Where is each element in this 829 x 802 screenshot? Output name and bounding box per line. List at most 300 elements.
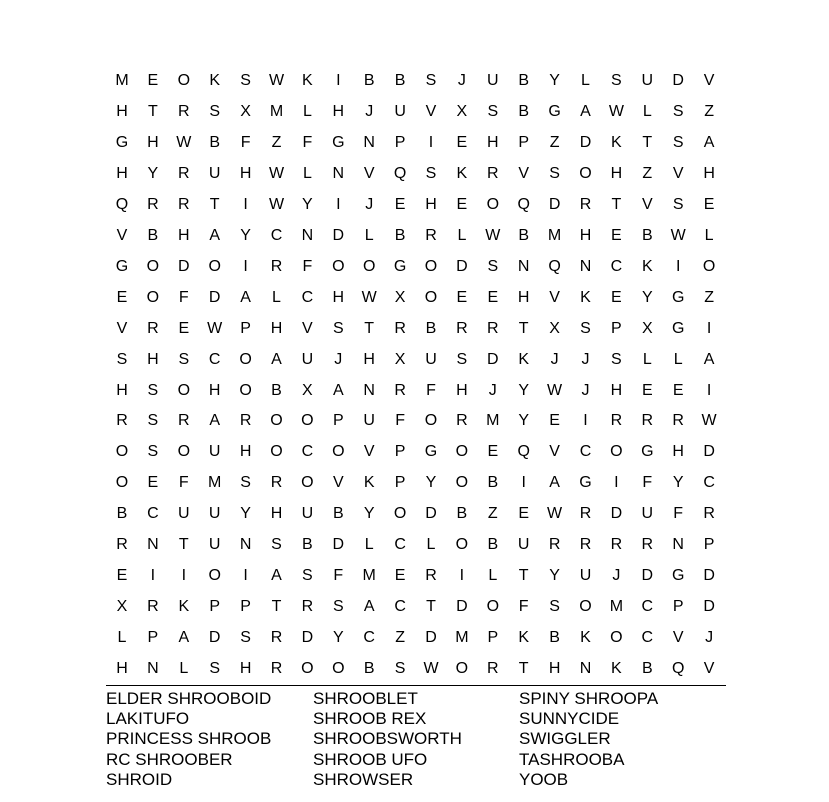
grid-letter: V <box>641 195 653 213</box>
grid-letter: H <box>579 226 592 244</box>
grid-letter: C <box>641 629 654 647</box>
grid-letter: E <box>456 195 468 213</box>
grid-letter: A <box>240 288 251 306</box>
grid-letter: Q <box>393 164 407 182</box>
grid-letter: H <box>548 660 561 678</box>
grid-letter: X <box>240 102 251 120</box>
grid-letter: E <box>549 412 560 430</box>
grid-letter: O <box>115 474 129 492</box>
grid-letter: I <box>706 381 712 399</box>
grid-letter: V <box>672 629 684 647</box>
grid-letter: S <box>271 536 282 554</box>
grid-letter: Z <box>642 164 653 182</box>
grid-letter: K <box>641 257 653 275</box>
grid-letter: P <box>209 598 221 616</box>
grid-letter: J <box>457 72 466 89</box>
grid-letter: J <box>612 567 621 585</box>
grid-letter: R <box>456 412 468 430</box>
grid-letter: X <box>456 102 468 120</box>
grid-letter: L <box>364 536 374 554</box>
grid-letter: O <box>455 443 469 461</box>
grid-letter: S <box>672 133 684 151</box>
grid-letter: R <box>487 164 499 182</box>
grid-letter: R <box>548 536 561 554</box>
grid-letter: D <box>579 133 592 151</box>
grid-letter: V <box>363 164 375 182</box>
grid-letter: C <box>610 257 623 275</box>
grid-letter: E <box>487 288 499 306</box>
grid-letter: T <box>518 660 529 678</box>
grid-letter: B <box>394 72 406 89</box>
grid-letter: O <box>610 629 623 647</box>
grid-letter: R <box>672 412 684 430</box>
grid-letter: J <box>365 102 374 120</box>
grid-letter: F <box>302 257 313 275</box>
grid-letter: K <box>178 598 190 616</box>
grid-letter: H <box>116 102 128 120</box>
grid-letter: V <box>425 102 437 120</box>
grid-letter: B <box>641 660 653 678</box>
grid-letter: R <box>425 226 437 244</box>
grid-letter: E <box>672 381 684 399</box>
grid-letter: I <box>243 257 248 275</box>
grid-letter: L <box>704 226 714 244</box>
grid-letter: O <box>579 598 592 616</box>
grid-letter: H <box>239 660 252 678</box>
grid-letter: O <box>239 350 252 368</box>
grid-letter: D <box>703 443 715 461</box>
grid-letter: O <box>424 412 438 430</box>
grid-letter: J <box>550 350 559 368</box>
grid-letter: U <box>363 412 375 430</box>
grid-letter: H <box>332 102 345 120</box>
grid-letter: S <box>147 381 159 399</box>
grid-letter: H <box>363 350 375 368</box>
grid-letter: K <box>611 133 622 151</box>
grid-letter: R <box>178 102 190 120</box>
grid-letter: R <box>456 319 468 337</box>
grid-letter: R <box>116 536 128 554</box>
grid-letter: H <box>610 164 623 182</box>
grid-letter: S <box>549 598 560 616</box>
grid-letter: H <box>147 133 159 151</box>
grid-letter: A <box>178 629 190 647</box>
grid-letter: C <box>579 443 592 461</box>
grid-letter: R <box>270 629 283 647</box>
grid-letter: S <box>240 72 251 89</box>
grid-letter: U <box>208 505 221 523</box>
grid-letter: N <box>579 257 592 275</box>
word-item: SWIGGLER <box>519 729 611 748</box>
grid-letter: O <box>301 660 314 678</box>
grid-letter: S <box>240 629 251 647</box>
grid-letter: O <box>455 474 469 492</box>
grid-letter: W <box>361 288 377 306</box>
grid-letter: P <box>394 443 406 461</box>
grid-letter: Y <box>240 505 251 523</box>
grid-letter: E <box>518 505 530 523</box>
grid-letter: W <box>547 505 563 523</box>
grid-letter: V <box>672 164 684 182</box>
word-item: PRINCESS SHROOB <box>106 729 272 748</box>
grid-letter: P <box>394 474 406 492</box>
grid-letter: I <box>706 319 712 337</box>
grid-letter: V <box>518 164 530 182</box>
grid-letter: D <box>425 629 437 647</box>
grid-letter: P <box>611 319 622 337</box>
grid-letter: A <box>209 226 221 244</box>
grid-letter: B <box>116 505 128 523</box>
grid-letter: U <box>301 350 314 368</box>
grid-letter: N <box>147 536 159 554</box>
grid-letter: J <box>705 629 714 647</box>
grid-letter: F <box>240 133 251 151</box>
grid-letter: S <box>178 350 190 368</box>
grid-letter: W <box>670 226 686 244</box>
grid-letter: O <box>270 412 283 430</box>
grid-letter: H <box>116 381 128 399</box>
grid-letter: A <box>209 412 221 430</box>
grid-letter: M <box>609 598 624 616</box>
grid-letter: R <box>394 381 406 399</box>
grid-letter: H <box>425 195 437 213</box>
grid-letter: L <box>302 102 312 120</box>
grid-letter: P <box>703 536 715 554</box>
word-item: LAKITUFO <box>106 709 190 728</box>
grid-letter: L <box>117 629 127 647</box>
grid-letter: W <box>268 195 285 213</box>
grid-letter: H <box>270 505 283 523</box>
grid-letter: U <box>208 443 221 461</box>
grid-letter: W <box>547 381 563 399</box>
grid-letter: R <box>610 412 623 430</box>
grid-letter: F <box>673 505 684 523</box>
grid-letter: S <box>209 660 221 678</box>
grid-letter: D <box>487 350 499 368</box>
grid-letter: G <box>579 474 592 492</box>
grid-letter: H <box>116 660 128 678</box>
grid-letter: T <box>611 195 622 213</box>
grid-letter: Y <box>240 226 251 244</box>
grid-letter: L <box>457 226 467 244</box>
grid-letter: H <box>456 381 468 399</box>
grid-letter: Z <box>487 505 498 523</box>
grid-letter: L <box>272 288 281 306</box>
grid-letter: O <box>455 536 469 554</box>
grid-letter: T <box>364 319 375 337</box>
grid-letter: O <box>455 660 469 678</box>
grid-letter: U <box>301 505 314 523</box>
word-item: YOOB <box>519 770 569 789</box>
grid-letter: R <box>487 319 499 337</box>
word-item: SHROOB REX <box>313 709 427 728</box>
grid-letter: G <box>115 133 129 151</box>
grid-letter: B <box>394 226 406 244</box>
word-list <box>106 689 726 799</box>
grid-letter: O <box>146 288 160 306</box>
word-item: SUNNYCIDE <box>519 709 620 728</box>
grid-letter: J <box>365 195 374 213</box>
grid-letter: G <box>671 567 685 585</box>
grid-letter: S <box>487 257 499 275</box>
grid-letter: B <box>549 629 560 647</box>
grid-letter: C <box>301 288 314 306</box>
grid-letter: R <box>270 474 283 492</box>
grid-letter: Y <box>518 412 530 430</box>
grid-letter: B <box>147 226 159 244</box>
grid-letter: V <box>703 660 715 678</box>
grid-letter: R <box>641 412 654 430</box>
grid-letter: F <box>178 288 189 306</box>
grid-letter: B <box>487 536 499 554</box>
grid-letter: L <box>302 164 312 182</box>
grid-letter: A <box>703 350 715 368</box>
grid-letter: T <box>178 536 189 554</box>
grid-letter: P <box>394 133 406 151</box>
grid-letter: X <box>394 288 406 306</box>
word-item: SHROOBSWORTH <box>313 729 462 748</box>
grid-letter: R <box>579 195 592 213</box>
grid-letter: K <box>302 72 313 89</box>
grid-letter: W <box>423 660 439 678</box>
grid-letter: F <box>178 474 189 492</box>
grid-letter: B <box>487 474 499 492</box>
grid-letter: L <box>642 102 652 120</box>
grid-letter: L <box>642 350 652 368</box>
grid-letter: I <box>459 567 465 585</box>
word-item: SHROWSER <box>313 770 414 789</box>
grid-letter: L <box>364 226 374 244</box>
grid-letter: A <box>271 567 282 585</box>
grid-letter: Z <box>704 102 714 120</box>
grid-letter: V <box>549 288 560 306</box>
grid-letter: C <box>147 505 159 523</box>
grid-letter: C <box>394 536 406 554</box>
grid-letter: D <box>703 598 715 616</box>
grid-letter: M <box>362 567 376 585</box>
grid-letter: U <box>178 505 190 523</box>
grid-letter: B <box>518 226 530 244</box>
grid-letter: N <box>363 381 375 399</box>
grid-letter: Q <box>517 443 530 461</box>
grid-letter: N <box>363 133 375 151</box>
grid-letter: Q <box>671 660 685 678</box>
grid-letter: V <box>363 443 375 461</box>
grid-letter: O <box>115 443 129 461</box>
grid-letter: C <box>703 474 715 492</box>
grid-letter: C <box>208 350 221 368</box>
grid-letter: X <box>302 381 313 399</box>
grid-letter: W <box>268 164 285 182</box>
grid-letter: E <box>487 443 499 461</box>
grid-letter: G <box>115 257 129 275</box>
grid-letter: F <box>302 133 313 151</box>
grid-letter: N <box>301 226 314 244</box>
grid-letter: S <box>332 598 344 616</box>
grid-letter: O <box>177 381 191 399</box>
grid-letter: V <box>302 319 313 337</box>
grid-letter: S <box>425 72 437 89</box>
grid-letter: O <box>362 257 376 275</box>
grid-letter: O <box>239 381 252 399</box>
grid-letter: S <box>240 474 251 492</box>
grid-letter: G <box>393 257 407 275</box>
grid-letter: Z <box>271 133 282 151</box>
grid-letter: A <box>363 598 375 616</box>
grid-letter: R <box>579 536 592 554</box>
grid-letter: X <box>394 350 406 368</box>
grid-letter: P <box>518 133 530 151</box>
grid-letter: X <box>549 319 560 337</box>
grid-letter: L <box>179 660 189 678</box>
grid-letter: D <box>301 629 314 647</box>
grid-letter: U <box>425 350 437 368</box>
grid-letter: T <box>518 567 529 585</box>
grid-letter: K <box>580 288 591 306</box>
grid-letter: W <box>207 319 223 337</box>
grid-letter: P <box>672 598 684 616</box>
grid-letter: J <box>334 350 343 368</box>
grid-letter: O <box>702 257 716 275</box>
grid-letter: B <box>332 505 344 523</box>
grid-letter: O <box>301 412 314 430</box>
grid-letter: C <box>301 443 314 461</box>
grid-letter: H <box>610 381 623 399</box>
grid-letter: X <box>641 319 653 337</box>
word-item: SHROOB UFO <box>313 750 428 769</box>
grid-letter: Q <box>115 195 129 213</box>
grid-letter: E <box>147 72 159 89</box>
grid-letter: B <box>641 226 653 244</box>
grid-letter: T <box>642 133 653 151</box>
grid-letter: E <box>611 288 622 306</box>
grid-letter: B <box>363 660 375 678</box>
grid-letter: E <box>641 381 653 399</box>
grid-letter: D <box>548 195 561 213</box>
grid-letter: D <box>672 72 684 89</box>
word-item: SHROID <box>106 770 173 789</box>
grid-letter: S <box>487 102 499 120</box>
grid-letter: S <box>611 350 622 368</box>
grid-letter: F <box>642 474 653 492</box>
grid-letter: D <box>456 257 468 275</box>
grid-letter: M <box>486 412 500 430</box>
grid-letter: O <box>486 195 500 213</box>
grid-letter: I <box>583 412 588 430</box>
grid-letter: E <box>116 567 128 585</box>
grid-letter: U <box>641 505 654 523</box>
grid-letter: S <box>302 567 313 585</box>
grid-letter: O <box>486 598 500 616</box>
grid-letter: Y <box>363 505 375 523</box>
grid-letter: R <box>487 660 499 678</box>
grid-letter: S <box>147 412 159 430</box>
grid-letter: M <box>208 474 222 492</box>
grid-letter: N <box>517 257 530 275</box>
grid-letter: H <box>270 319 283 337</box>
grid-letter: Y <box>332 629 344 647</box>
grid-letter: P <box>487 629 499 647</box>
grid-letter: M <box>269 102 284 120</box>
grid-letter: T <box>426 598 436 616</box>
grid-letter: G <box>424 443 438 461</box>
grid-letter: C <box>270 226 283 244</box>
grid-letter: S <box>672 195 684 213</box>
grid-letter: G <box>548 102 561 120</box>
grid-letter: M <box>115 72 129 89</box>
grid-letter: R <box>147 319 159 337</box>
grid-letter: U <box>641 72 654 89</box>
grid-letter: E <box>178 319 190 337</box>
grid-letter: B <box>518 72 530 89</box>
grid-letter: E <box>703 195 715 213</box>
grid-letter: Y <box>549 567 560 585</box>
grid-letter: U <box>208 164 221 182</box>
grid-letter: R <box>116 412 128 430</box>
grid-letter: O <box>270 443 283 461</box>
grid-letter: O <box>146 257 160 275</box>
grid-letter: O <box>332 257 345 275</box>
grid-letter: A <box>580 102 591 120</box>
grid-letter: K <box>518 629 530 647</box>
grid-letter: V <box>703 72 715 89</box>
grid-letter: Q <box>548 257 561 275</box>
grid-letter: U <box>579 567 592 585</box>
grid-letter: O <box>332 443 345 461</box>
grid-letter: F <box>426 381 436 399</box>
grid-letter: X <box>116 598 128 616</box>
word-item: SHROOBLET <box>313 689 418 708</box>
grid-letter: H <box>147 350 159 368</box>
grid-letter: S <box>456 350 468 368</box>
grid-letter: B <box>518 102 530 120</box>
grid-letter: S <box>394 660 406 678</box>
grid-letter: D <box>178 257 190 275</box>
grid-letter: U <box>517 536 530 554</box>
word-item: SPINY SHROOPA <box>519 689 659 708</box>
grid-letter: I <box>614 474 619 492</box>
grid-letter: H <box>672 443 684 461</box>
grid-letter: B <box>209 133 221 151</box>
grid-letter: J <box>581 381 590 399</box>
grid-letter: M <box>455 629 469 647</box>
grid-letter: O <box>301 474 314 492</box>
grid-letter: D <box>332 536 345 554</box>
grid-letter: B <box>363 72 375 89</box>
grid-letter: W <box>268 72 285 89</box>
grid-letter: R <box>178 195 190 213</box>
grid-letter: F <box>395 412 405 430</box>
grid-letter: L <box>426 536 436 554</box>
grid-letter: S <box>580 319 591 337</box>
grid-letter: G <box>332 133 345 151</box>
grid-letter: A <box>271 350 282 368</box>
grid-letter: K <box>580 629 591 647</box>
grid-letter: R <box>425 567 437 585</box>
grid-letter: N <box>672 536 684 554</box>
grid-letter: H <box>487 133 499 151</box>
grid-letter: T <box>271 598 282 616</box>
grid-letter: D <box>332 226 345 244</box>
grid-letter: V <box>332 474 344 492</box>
grid-letter: S <box>425 164 437 182</box>
grid-letter: D <box>456 598 468 616</box>
grid-letter: Y <box>672 474 684 492</box>
grid-letter: V <box>116 319 128 337</box>
grid-letter: R <box>610 536 623 554</box>
grid-letter: O <box>393 505 407 523</box>
grid-letter: B <box>425 319 437 337</box>
